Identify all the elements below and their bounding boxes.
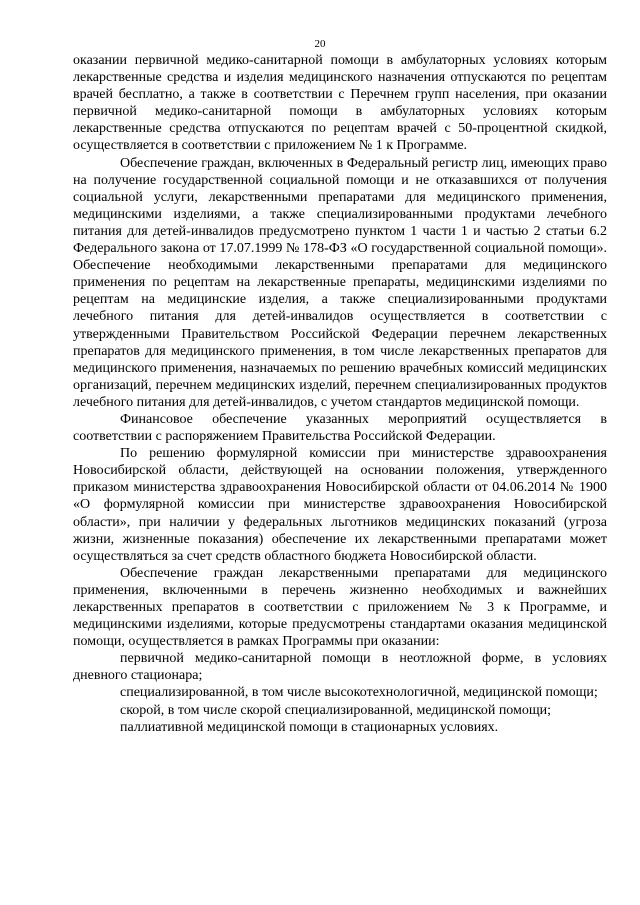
list-item-specialized-care: специализированной, в том числе высокотехнологичной, медицинской помощи; (120, 685, 598, 701)
paragraph-financing: Финансовое обеспечение указанных мероприятий осуществляется в соответствии с распоряжением Правительства Российской Федерации. (73, 411, 607, 445)
list-item-emergency-care: скорой, в том числе скорой специализированной, медицинской помощи; (120, 702, 552, 718)
paragraph-federal-register: Обеспечение граждан, включенных в Федеральный регистр лиц, имеющих право на получение государственной социальной помощи и не отказавшихся от получения социальной услуги, лекарственными препаратами для медицинского применения, медицинскими изделиями, а также специализированными продуктами лечебного питания для детей-инвалидов предусмотрено пунктом 1 части 1 и частью 2 статьи 6.2 Федерального закона от 17.07.1999 № 178-ФЗ «О государственной социальной помощи». Обеспечение необходимыми лекарственными препаратами для медицинского применения по рецептам на лекарственные препараты, медицинскими изделиями по рецептам на медицинские изделия, а также специализированными продуктами лечебного питания для детей-инвалидов осуществляется в соответствии с утвержденными Правительством Российской Федерации перечнем лекарственных препаратов для медицинского применения, в том числе лекарственных препаратов для медицинского применения, назначаемых по решению врачебных комиссий медицинских организаций, перечнем медицинских изделий, перечнем специализированных продуктов лечебного питания для детей-инвалидов, с учетом стандартов медицинской помощи. (73, 155, 607, 410)
paragraph-vital-drugs: Обеспечение граждан лекарственными препаратами для медицинского применения, включенными в перечень жизненно необходимых и важнейших лекарственных препаратов в соответствии с приложением № 3 к Программе, и медицинскими изделиями, которые предусмотрены стандартами оказания медицинской помощи, осуществляется в рамках Программы при оказании: (73, 565, 607, 650)
paragraph-continuation: оказании первичной медико-санитарной помощи в амбулаторных условиях которым лекарственные средства и изделия медицинского назначения отпускаются по рецептам врачей бесплатно, а также в соответствии с Перечнем групп населения, при оказании первичной медико-санитарной помощи в амбулаторных условиях которым лекарственные средства отпускаются по рецептам врачей с 50-процентной скидкой, осуществляется в соответствии с приложением № 1 к Программе. (73, 53, 607, 154)
list-item-palliative-care: паллиативной медицинской помощи в стационарных условиях. (120, 719, 499, 735)
document-body (73, 52, 607, 736)
page-number: 20 (314, 38, 326, 50)
paragraph-formulary-commission: По решению формулярной комиссии при министерстве здравоохранения Новосибирской области, действующей на основании положения, утвержденного приказом министерства здравоохранения Новосибирской области от 04.06.2014 № 1900 «О формулярной комиссии при министерстве здравоохранения Новосибирской области», при наличии у федеральных льготников медицинских показаний (угроза жизни, жизненные показания) обеспечение их лекарственными препаратами может осуществляться за счет средств областного бюджета Новосибирской области. (73, 446, 607, 564)
list-item-primary-care: первичной медико-санитарной помощи в неотложной форме, в условиях дневного стационара; (73, 651, 607, 684)
